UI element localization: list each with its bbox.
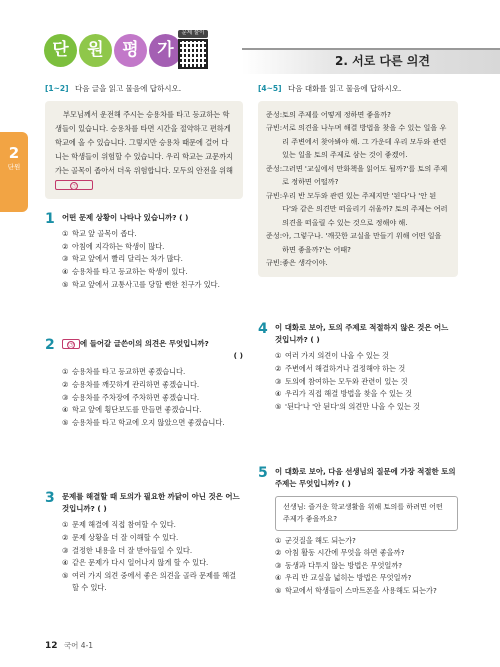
question-number: 5 [258,465,268,481]
question-text: 이 대화로 보아, 토의 주제로 적절하지 않은 것은 어느 것입니까? ( ) [275,323,449,345]
section-bar [242,48,500,74]
page-header [0,0,500,78]
instruction-text: 다음 글을 읽고 물음에 답하시오. [74,84,182,93]
option[interactable]: ① 군것질을 해도 되는가? [275,535,356,545]
question-text: ㉠ 에 들어갈 글쓴이의 의견은 무엇입니까? [62,338,243,350]
options-list [62,519,243,595]
right-column [258,84,458,277]
title-bubble: 원 [79,34,112,67]
dialogue-line: 규빈: 서로 의견을 나누며 해결 방법을 찾을 수 있는 일을 우리 주변에서 찾아봐야 해. 그 가운데 우리 모두와 관련 있는 일을 토의 주제로 삼는 것이 좋겠어. [266,123,447,160]
question-text: 어떤 문제 상황이 나타나 있습니까? ( ) [62,213,189,222]
question-number: 1 [45,211,55,227]
unit-number: 2 [8,144,20,162]
dialogue-line: 준성: 아, 그렇구나. '깨끗한 교실을 만들기 위해 어떤 일을 하면 좋을까?'는 어때? [266,231,442,254]
option[interactable]: ① 승용차를 타고 등교하면 좋겠습니다. [62,367,186,377]
dialogue-line: 규빈: 좋은 생각이야. [266,258,328,268]
options-list [62,366,243,429]
page-number: 12 [45,641,58,651]
option[interactable]: ④ 학교 앞에 횡단보도를 만들면 좋겠습니다. [62,405,202,415]
option[interactable]: ① 여러 가지 의견이 나올 수 있는 것 [275,351,389,361]
option[interactable]: ⑤ '된다'나 '안 된다'의 의견만 나올 수 있는 것 [275,401,420,411]
question-number: 3 [45,490,55,506]
option[interactable]: ① 문제 해결에 직접 참여할 수 있다. [62,520,176,530]
option[interactable]: ② 아침에 지각하는 학생이 많다. [62,241,165,251]
option[interactable]: ② 주변에서 해결하거나 결정해야 하는 것 [275,364,406,374]
option[interactable]: ⑤ 여러 가지 의견 중에서 좋은 의견을 골라 문제를 해결할 수 있다. [62,570,237,593]
option[interactable]: ③ 승용차를 주차장에 주차하면 좋겠습니다. [62,392,200,402]
question-5 [258,466,458,598]
option[interactable]: ③ 결정한 내용을 더 잘 받아들일 수 있다. [62,545,193,555]
title-bubble: 가 [149,34,182,67]
option[interactable]: ③ 동생과 다투지 않는 방법은 무엇일까? [275,560,403,570]
option[interactable]: ④ 승용차를 타고 등교하는 학생이 있다. [62,267,188,276]
option[interactable]: ④ 우리가 직접 해결 방법을 찾을 수 있는 것 [275,389,413,399]
blank-marker: ㉠ [62,339,80,349]
question-4 [258,322,458,413]
question-text: 이 대화로 보아, 다음 선생님의 질문에 가장 적절한 토의 주제는 무엇입니까? ( ) [275,467,456,489]
question-range: [4~5] [258,84,282,93]
option[interactable]: ② 문제 상황을 더 잘 이해할 수 있다. [62,533,179,543]
teacher-question-box: 선생님: 즐거운 학교생활을 위해 토의를 하려면 어떤 주제가 좋을까요? [275,496,458,530]
option[interactable]: ② 승용차를 깨끗하게 관리하면 좋겠습니다. [62,380,200,390]
answer-paren: ( ) [233,351,243,361]
option[interactable]: ③ 토의에 참여하는 모두와 관련이 있는 것 [275,376,408,386]
left-column [45,84,243,199]
options-list [275,350,458,413]
instruction-text: 다음 대화를 읽고 물음에 답하시오. [287,84,402,93]
page-footer [45,640,93,653]
options-list [62,228,243,291]
question-1 [45,212,243,291]
title-bubble: 평 [114,34,147,67]
instruction-line [258,84,458,95]
dialogue-line: 준성: 토의 주제를 어떻게 정하면 좋을까? [266,109,391,119]
option[interactable]: ⑤ 학교 앞에서 교통사고를 당할 뻔한 친구가 있다. [62,279,220,289]
option[interactable]: ② 아침 활동 시간에 무엇을 하면 좋을까? [275,548,405,558]
qr-code-icon[interactable] [178,39,208,69]
unit-side-tab [0,132,28,212]
question-number: 4 [258,321,268,337]
qr-code-block[interactable] [178,30,208,69]
question-number: 2 [45,337,55,353]
dialogue-line: 규빈: 우리 반 모두와 관련 있는 주제지만 '된다'나 '안 된다'와 같은 의견만 떠올리기 쉬울까? 토의 주제는 여러 의견을 떠올릴 수 있는 것으로 정해야 해. [266,190,448,227]
unit-word: 단원 [7,163,21,171]
blank-marker: ㉠ [55,180,93,190]
question-2 [45,338,243,429]
title-bubble: 단 [44,34,77,67]
option[interactable]: ④ 같은 문제가 다시 일어나지 않게 할 수 있다. [62,558,209,568]
option[interactable]: ④ 우리 반 교실을 넓히는 방법은 무엇일까? [275,573,412,583]
question-3 [45,491,243,595]
dialogue-line: 준성: 그러면 '교실에서 만화책을 읽어도 될까?'를 토의 주제로 정하면 어떨까? [266,163,448,187]
option[interactable]: ① 학교 앞 골목이 좁다. [62,229,137,239]
passage-text: 부모님께서 운전해 주시는 승용차를 타고 등교하는 학생들이 있습니다. 승용차를 타면 시간을 절약하고 편하게 학교에 올 수 있습니다. 그렇지만 승용차 때문에 걸어 다니는 학생들이 위험할 수 있습니다. 우리 학교는 교문까지 가는 골목이 좁아서 더욱 위험합니다. 모두의 안전을 위해 [55,109,233,175]
options-list [275,535,458,598]
unit-assessment-title [44,34,182,67]
option[interactable]: ⑤ 학교에서 학생들이 스마트폰을 사용해도 되는가? [275,585,437,595]
option[interactable]: ⑤ 승용차를 타고 학교에 오지 않았으면 좋겠습니다. [62,417,225,427]
dialogue-box [258,101,458,277]
instruction-line [45,84,243,95]
question-text: 문제를 해결할 때 토의가 필요한 까닭이 아닌 것은 어느 것입니까? ( ) [62,492,240,514]
book-name: 국어 4-1 [63,641,94,650]
section-title: 2. 서로 다른 의견 [335,54,430,68]
qr-label: 문제 풀이 [178,30,208,38]
reading-passage [45,101,243,199]
option[interactable]: ③ 학교 앞에서 빨리 달리는 차가 많다. [62,254,183,264]
question-range: [1~2] [45,84,69,93]
